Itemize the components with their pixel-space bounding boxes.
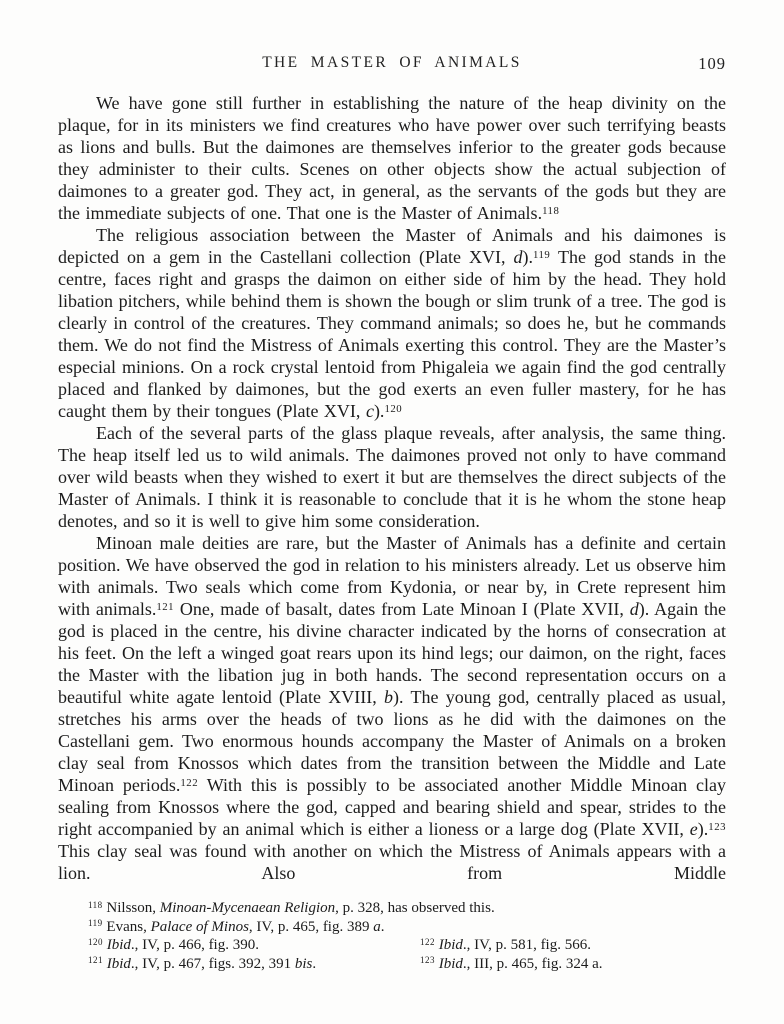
footnote-marker: 119 [533, 248, 551, 261]
text-run: ., IV, p. 581, fig. 566. [462, 937, 591, 953]
italic-text-run: Ibid [438, 937, 463, 953]
footnote [420, 936, 591, 955]
text-run: We have gone still further in establishing the nature of the heap divinity on the plaque, for in its ministers we find creatures who have power over such terrifying beasts as lions and bulls. But the daimones are themselves inferior to the greater gods because they administer to their cults. Scenes on other objects show the actual subjection of daimones to a greater god. They act, in general, as the servants of the gods but they are the immediate subjects of one. That one is the Master of Animals. [58, 93, 726, 223]
footnote-marker: 121 [88, 955, 103, 965]
italic-text-run: e [689, 819, 698, 839]
italic-text-run: b [384, 687, 394, 707]
text-run: Each of the several parts of the glass plaque reveals, after analysis, the same thing. The heap itself led us to wild animals. The daimones proved not only to have command over wild beasts when they wished to exert it but are themselves the direct subjects of the Master of Animals. I think it is reasonable to conclude that it is he whom the stone heap denotes, and so it is well to give him some consideration. [58, 423, 726, 531]
text-run: . [312, 955, 317, 972]
text-run: , p. 328, has observed this. [335, 900, 495, 916]
footnote-row [58, 936, 726, 955]
italic-text-run: Palace of Minos [150, 918, 249, 935]
page-header [58, 54, 726, 74]
text-run: ). The young god, centrally placed as usual, stretches his arms over the heads of two lions as he did with the daimones on the Castellani gem. Two enormous hounds accompany the Master of Animals on a broken clay seal from Knossos which dates from the transition between the Middle and Late Minoan periods. [58, 687, 726, 795]
text-run: . [380, 918, 385, 935]
text-run: The religious association between the Master of Animals and his daimones is depicted on a gem in the Castellani collection (Plate XVI, [58, 225, 726, 267]
footnote-marker: 118 [542, 204, 560, 217]
text-run: ). [697, 819, 709, 839]
footnote-row [58, 955, 726, 974]
text-run: Nilsson, [102, 900, 160, 916]
text-run: ). Again the god is placed in the centre, his divine character indicated by the horns of consecration at his feet. On the left a winged goat rears upon its hind legs; our daimon, on the right, faces the Master with the libation jug in both hands. The second representation occurs on a beautiful white agate lentoid (Plate XVIII, [58, 599, 727, 707]
text-run: ). [373, 401, 385, 421]
footnote [88, 899, 495, 918]
text-run: ). [522, 247, 533, 267]
italic-text-run: d [513, 247, 523, 267]
italic-text-run: Ibid [438, 955, 463, 972]
footnote-row [58, 918, 726, 937]
paragraph [58, 532, 726, 884]
italic-text-run: bis [294, 955, 313, 972]
footnote-marker: 123 [708, 820, 726, 833]
footnote-marker: 122 [420, 936, 435, 947]
footnote-marker: 122 [180, 776, 199, 789]
text-run: , IV, p. 465, fig. 389 [248, 918, 374, 935]
text-run: The god stands in the centre, faces right and grasps the daimon on either side of him by the head. They hold libation pitchers, while behind them is shown the bough or slim trunk of a tree. The god is clearly in control of the creatures. They command animals; so does he, but he commands them. We do not find the Mistress of Animals exerting this control. They are the Master’s especial minions. On a rock crystal lentoid from Phigaleia we again find the god centrally placed and flanked by daimones, but the god exerts an even fuller mastery, for he has caught them by their tongues (Plate XVI, [58, 247, 727, 421]
footnote-marker: 121 [156, 600, 175, 613]
text-run: ., III, p. 465, fig. 324 a. [462, 955, 603, 972]
footnote [88, 955, 420, 974]
footnotes-section [58, 899, 726, 973]
italic-text-run: Ibid [106, 955, 131, 972]
paragraph [58, 92, 726, 224]
text-run: With this is possibly to be associated another Middle Minoan clay sealing from Knossos where the god, capped and bearing shield and spear, strides to the right accompanied by an animal which is either a lioness or a large dog (Plate XVII, [58, 775, 727, 839]
page-body [58, 92, 726, 884]
italic-text-run: Minoan-Mycenaean Religion [159, 900, 336, 916]
text-run: One, made of basalt, dates from Late Minoan I (Plate XVII, [174, 599, 630, 619]
text-run: Minoan male deities are rare, but the Master of Animals has a definite and certain position. We have observed the god in relation to his ministers already. Let us observe him with animals. Two seals which come from Kydonia, or near by, in Crete represent him with animals. [58, 533, 726, 619]
italic-text-run: a [373, 918, 381, 935]
italic-text-run: Ibid [106, 937, 131, 953]
paragraph [58, 224, 726, 422]
footnote-marker: 118 [88, 899, 103, 910]
italic-text-run: d [629, 599, 639, 619]
footnote [88, 936, 420, 955]
footnote [88, 918, 384, 937]
text-run: This clay seal was found with another on which the Mistress of Animals appears with a lion. Also from Middle [58, 841, 726, 883]
footnote-marker: 123 [420, 955, 435, 965]
footnote-marker: 120 [384, 402, 403, 415]
paragraph [58, 422, 726, 532]
footnote [420, 955, 602, 974]
text-run: Evans, [102, 918, 151, 935]
footnote-marker: 119 [88, 918, 103, 928]
italic-text-run: c [365, 401, 374, 421]
text-run: ., IV, p. 466, fig. 390. [130, 937, 259, 953]
page-number: 109 [698, 54, 726, 73]
text-run: ., IV, p. 467, figs. 392, 391 [130, 955, 295, 972]
footnote-marker: 120 [88, 936, 103, 947]
footnote-row [58, 899, 726, 918]
running-title: THE MASTER OF ANIMALS [262, 54, 522, 71]
